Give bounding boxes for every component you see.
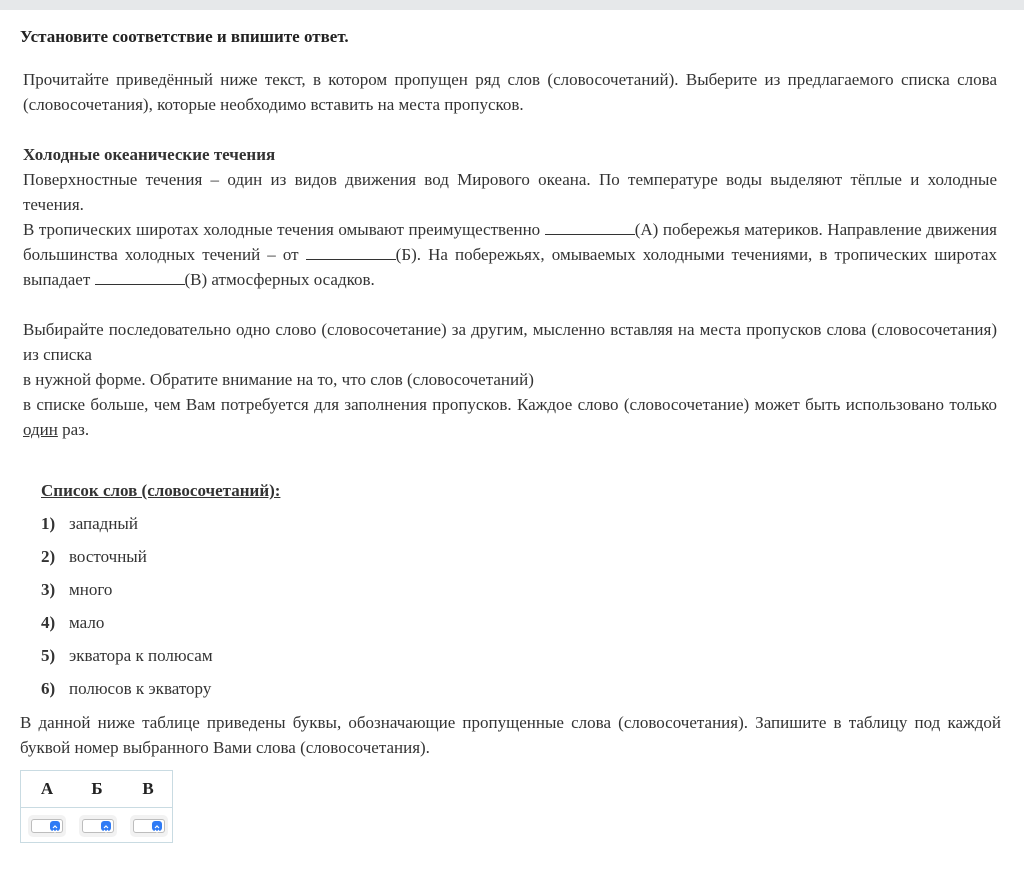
passage-paragraph-2c: (Б). На побережьях, омываемых холодными течениями, в тропических широтах выпадает [23,245,997,289]
list-item-number: 2) [41,547,56,566]
list-item-text: много [69,580,113,599]
passage-heading: Холодные океанические течения [23,145,276,164]
chevron-updown-icon [50,821,60,831]
task-title: Установите соответствие и впишите ответ. [20,27,349,46]
chevron-updown-icon [101,821,111,831]
instructions: Прочитайте приведённый ниже текст, в котором пропущен ряд слов (словосочетаний). Выберите из предлагаемого списка слова (словосочетания), которые необходимо вставить на места пропусков. [23,70,997,114]
word-list-title: Список слов (словосочетаний): [41,481,281,500]
list-item [41,513,138,535]
list-item [41,579,112,601]
answer-select-b[interactable] [79,815,117,837]
column-letter-a: А [40,779,54,798]
list-item [41,546,147,568]
answer-table-header [21,771,172,808]
passage-paragraph-2b: (А) побережья материков. Направление движения большинства холодных течений – от [23,220,998,264]
top-bar [0,0,1024,10]
answer-table [20,770,173,843]
blank-c [95,268,185,285]
list-item-number: 5) [41,646,56,665]
guidance-line-1: Выбирайте последовательно одно слово (словосочетание) за другим, мысленно вставляя на места пропусков слова (словосочетания) из списка [23,320,997,364]
guidance-line-3: в списке больше, чем Вам потребуется для заполнения пропусков. Каждое слово (словосочетание) может быть использовано только [23,395,997,414]
list-item-number: 3) [41,580,56,599]
passage [23,142,997,292]
guidance [23,317,997,442]
answer-select-c[interactable] [130,815,168,837]
passage-paragraph-2d: (В) атмосферных осадков. [184,270,375,289]
list-item [41,678,211,700]
guidance-underlined-word: один [23,420,58,439]
guidance-line-3-end: раз. [57,420,90,439]
guidance-line-2: в нужной форме. Обратите внимание на то, что слов (словосочетаний) [23,370,534,389]
passage-paragraph-2a: В тропических широтах холодные течения омывают преимущественно [23,220,545,239]
list-item-text: западный [69,514,138,533]
list-item-text: полюсов к экватору [69,679,212,698]
chevron-updown-icon [152,821,162,831]
select-box [82,819,114,833]
list-item-text: восточный [69,547,147,566]
select-box [31,819,63,833]
list-item-text: экватора к полюсам [69,646,213,665]
list-item-text: мало [69,613,105,632]
passage-paragraph-1: Поверхностные течения – один из видов движения вод Мирового океана. По температуре воды выделяют тёплые и холодные течения. [23,170,997,214]
column-letter-b: Б [91,779,103,798]
list-item [41,612,104,634]
blank-b [306,243,396,260]
select-box [133,819,165,833]
list-item-number: 6) [41,679,56,698]
list-item [41,645,213,667]
table-instruction: В данной ниже таблице приведены буквы, обозначающие пропущенные слова (словосочетания). Запишите в таблицу под каждой буквой номер выбранного Вами слова (словосочетания). [20,713,1001,757]
list-item-number: 1) [41,514,56,533]
answer-select-a[interactable] [28,815,66,837]
column-letter-c: В [142,779,154,798]
blank-a [545,218,635,235]
list-item-number: 4) [41,613,56,632]
